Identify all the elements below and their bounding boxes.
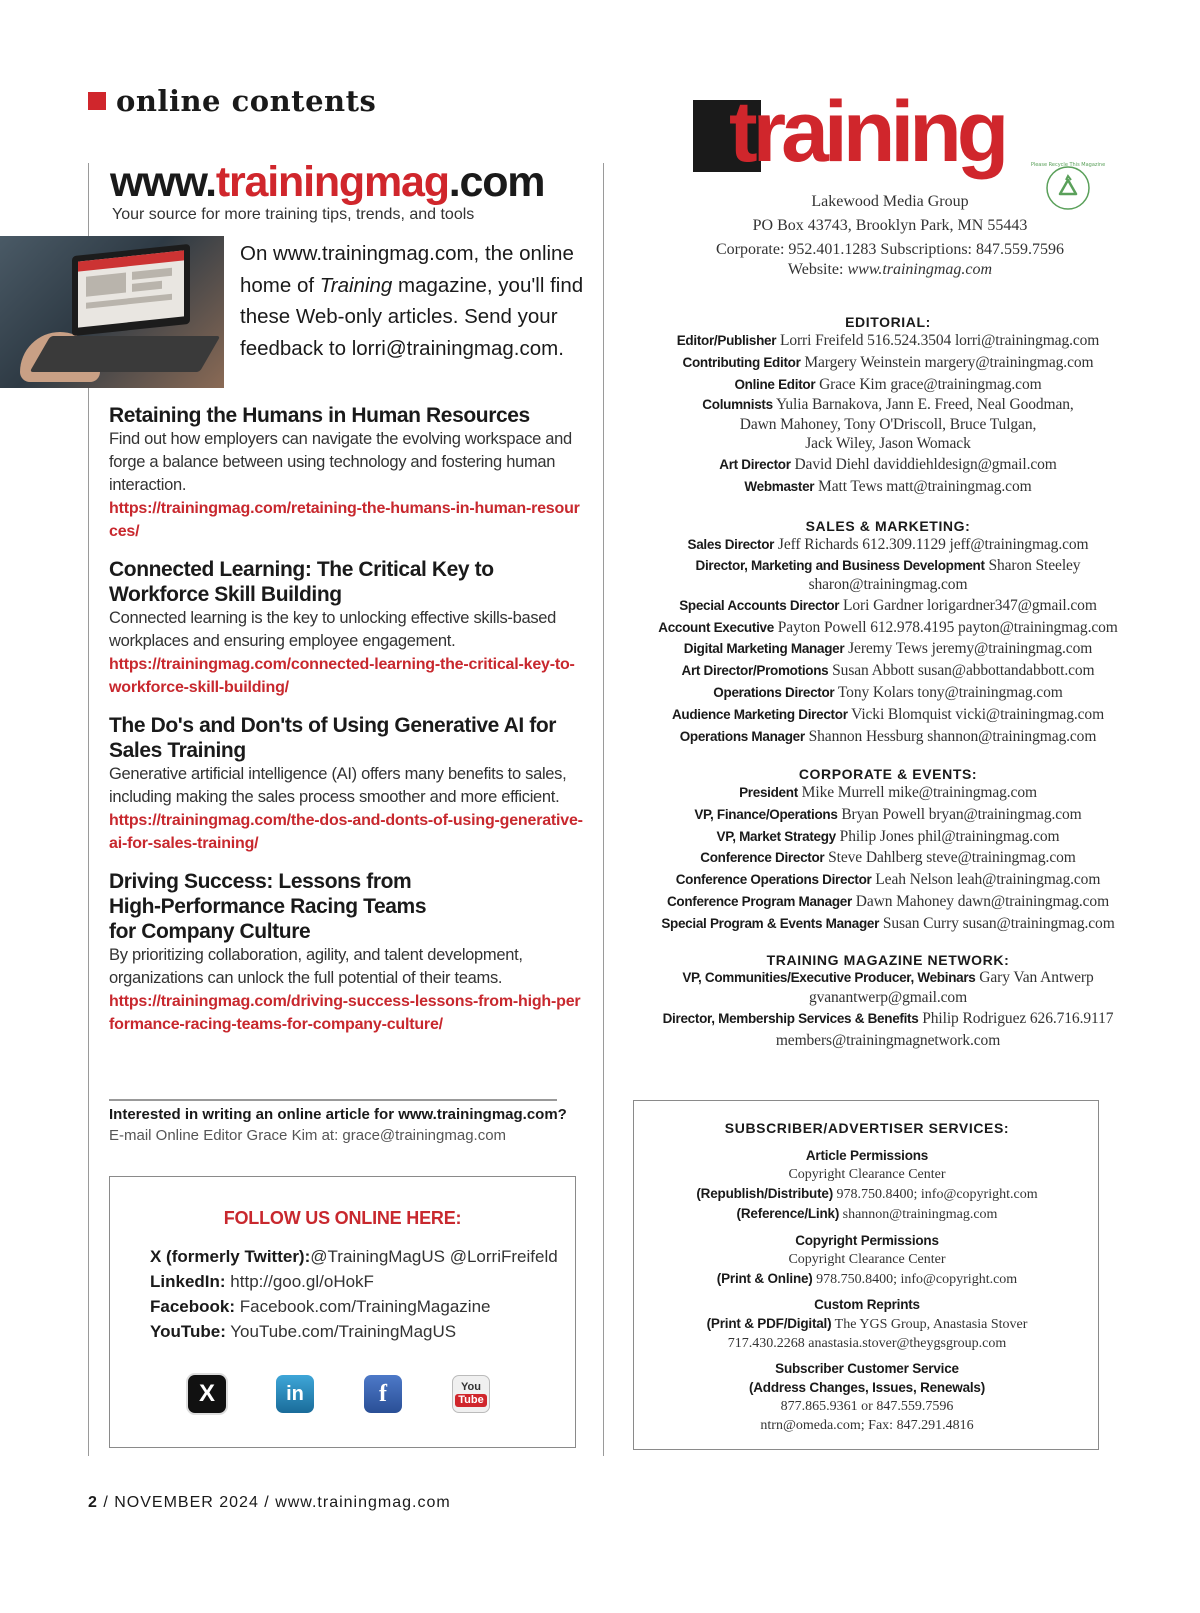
staff-line: Account Executive Payton Powell 612.978.4195 payton@trainingmag.com [658,618,1118,636]
staff-line: Director, Marketing and Business Development Sharon Steeley [695,556,1081,574]
page-number: 2 [88,1494,98,1511]
article-link[interactable]: https://trainingmag.com/driving-success-lessons-from-high-performance-racing-teams-for-company-culture/ [109,993,581,1033]
staff-line: Online Editor Grace Kim grace@trainingmag.com [734,375,1042,393]
article-item [109,713,584,855]
write-question: Interested in writing an online article for www.trainingmag.com? [109,1106,567,1123]
section-header [88,84,376,118]
staff-line: Sales Director Jeff Richards 612.309.1129 jeff@trainingmag.com [687,536,1089,553]
services-heading: SUBSCRIBER/ADVERTISER SERVICES: [724,1120,1010,1136]
article-item [109,403,584,543]
corporate-heading: CORPORATE & EVENTS: [798,766,978,782]
staff-line: Art Director David Diehl daviddiehldesign@gmail.com [719,455,1057,473]
facebook-icon[interactable]: f [364,1375,402,1413]
staff-line: sharon@trainingmag.com [808,576,968,594]
staff-line: Jack Wiley, Jason Womack [805,435,971,453]
staff-line: President Mike Murrell mike@trainingmag.com [739,784,1037,801]
staff-line: Director, Membership Services & Benefits Philip Rodriguez 626.716.9117 [662,1010,1114,1027]
site-tld: .com [448,158,545,206]
service-title: Article Permissions [805,1148,929,1163]
intro-paragraph: On www.trainingmag.com, the online home of Training magazine, you'll find these Web-only articles. Send your feedback to lorri@trainingmag.com. [240,242,584,360]
masthead-phones: Corporate: 952.401.1283 Subscriptions: 847.559.7596 [716,241,1064,258]
staff-line: Special Accounts Director Lori Gardner lorigardner347@gmail.com [679,596,1097,614]
article-link[interactable]: https://trainingmag.com/retaining-the-humans-in-human-resources/ [109,500,580,540]
article-summary: Connected learning is the key to unlocking effective skills-based workplaces and ensuring employee engagement. [109,609,557,650]
staff-line: Webmaster Matt Tews matt@trainingmag.com [744,477,1032,495]
network-heading: TRAINING MAGAZINE NETWORK: [766,952,1010,968]
divider [109,1099,557,1101]
staff-line: Columnists Yulia Barnakova, Jann E. Freed, Neal Goodman, [702,396,1074,414]
staff-line: VP, Finance/Operations Bryan Powell bryan@trainingmag.com [694,805,1082,823]
masthead-website[interactable]: Website: www.trainingmag.com [787,261,993,278]
staff-line: Operations Director Tony Kolars tony@trainingmag.com [713,683,1063,701]
network-section [628,952,1148,1052]
article-item [109,869,584,1036]
staff-line: Conference Operations Director Leah Nelson leah@trainingmag.com [675,871,1101,889]
staff-line: Art Director/Promotions Susan Abbott susan@abbottandabbott.com [681,662,1095,680]
column-divider [603,163,604,1456]
services-box [633,1100,1099,1450]
article-title: Retaining the Humans in Human Resources [109,404,530,427]
article-title: Driving Success: Lessons from High-Performance Racing Teams for Company Culture [109,870,427,943]
staff-line: VP, Communities/Executive Producer, Webinars Gary Van Antwerp [682,969,1094,986]
article-title: Connected Learning: The Critical Key to Workforce Skill Building [109,558,494,606]
laptop-photo [0,236,224,388]
red-square-marker [88,92,106,110]
sales-section [628,518,1148,747]
staff-line: Editor/Publisher Lorri Freifeld 516.524.3504 lorri@trainingmag.com [676,332,1100,349]
site-www: www. [110,158,216,206]
follow-us-box [109,1176,576,1448]
staff-line: members@trainingmagnetwork.com [775,1032,1001,1049]
staff-line: Conference Director Steve Dahlberg steve@trainingmag.com [700,849,1076,867]
service-group: Custom Reprints (Print & PDF/Digital) The YGS Group, Anastasia Stover 717.430.2268 anastasia.stover@theygsgroup.com [634,1295,1100,1353]
write-contact[interactable]: E-mail Online Editor Grace Kim at: grace@trainingmag.com [109,1127,507,1144]
article-list [109,403,584,1050]
masthead-company: Lakewood Media Group [811,193,969,210]
logo-text: training [729,84,1005,180]
staff-line: Operations Manager Shannon Hessburg shannon@trainingmag.com [679,727,1097,745]
staff-line: VP, Market Strategy Philip Jones phil@trainingmag.com [716,827,1060,845]
youtube-icon[interactable]: You Tube [452,1375,490,1413]
article-summary: Generative artificial intelligence (AI) offers many benefits to sales, including making the sales process smoother and more efficient. [109,765,567,806]
editorial-section [628,314,1148,497]
social-line-youtube[interactable]: YouTube: YouTube.com/TrainingMagUS [150,1322,457,1341]
service-subtitle: (Address Changes, Issues, Renewals) [748,1380,986,1395]
service-title: Custom Reprints [814,1297,920,1312]
svg-text:Please Recycle This Magazine: Please Recycle This Magazine [1030,162,1106,168]
page-footer: 2 / NOVEMBER 2024 / www.trainingmag.com [88,1494,451,1511]
linkedin-icon[interactable]: in [276,1375,314,1413]
staff-line: Audience Marketing Director Vicki Blomquist vicki@trainingmag.com [671,705,1105,723]
site-tagline: Your source for more training tips, trends, and tools [112,206,475,223]
staff-line: gvanantwerp@gmail.com [808,989,968,1006]
service-group: Article Permissions Copyright Clearance Center (Republish/Distribute) 978.750.8400; info@copyright.com (Reference/Link) shannon@trainingmag.com [634,1146,1100,1224]
follow-title: FOLLOW US ONLINE HERE: [223,1208,462,1228]
article-title: The Do's and Don'ts of Using Generative AI for Sales Training [109,714,557,762]
article-summary: By prioritizing collaboration, agility, and talent development, organizations can unlock the full potential of their teams. [109,946,523,987]
service-title: Subscriber Customer Service [775,1361,959,1376]
section-title: online contents [116,84,377,118]
staff-line: Dawn Mahoney, Tony O'Driscoll, Bruce Tulgan, [739,415,1037,433]
article-summary: Find out how employers can navigate the evolving workspace and forge a balance between using technology and fostering human interaction. [109,430,572,494]
x-twitter-icon[interactable]: X [188,1375,226,1413]
staff-line: Digital Marketing Manager Jeremy Tews jeremy@trainingmag.com [683,640,1093,658]
site-heading[interactable] [110,158,544,207]
social-line-facebook[interactable]: Facebook: Facebook.com/TrainingMagazine [150,1297,491,1316]
masthead-address: PO Box 43743, Brooklyn Park, MN 55443 [752,217,1028,234]
social-line-twitter[interactable]: X (formerly Twitter):@TrainingMagUS @LorriFreifeld [150,1247,558,1266]
social-line-linkedin[interactable]: LinkedIn: http://goo.gl/oHokF [150,1272,374,1291]
service-group: Subscriber Customer Service (Address Changes, Issues, Renewals) 877.865.9361 or 847.559.7596 ntrn@omeda.com; Fax: 847.291.4816 [634,1359,1100,1435]
corporate-section [628,766,1148,935]
staff-line: Conference Program Manager Dawn Mahoney dawn@trainingmag.com [666,892,1110,910]
service-group: Copyright Permissions Copyright Clearance Center (Print & Online) 978.750.8400; info@copyright.com [634,1231,1100,1289]
article-item [109,557,584,699]
site-name: trainingmag [215,158,449,206]
service-title: Copyright Permissions [795,1233,939,1248]
sales-heading: SALES & MARKETING: [805,518,971,534]
training-logo [693,84,1025,180]
social-links [150,1244,558,1344]
staff-line: Contributing Editor Margery Weinstein margery@trainingmag.com [682,353,1094,371]
editorial-heading: EDITORIAL: [845,314,931,330]
article-link[interactable]: https://trainingmag.com/connected-learning-the-critical-key-to-workforce-skill-building/ [109,656,575,696]
article-link[interactable]: https://trainingmag.com/the-dos-and-donts-of-using-generative-ai-for-sales-training/ [109,812,583,852]
staff-line: Special Program & Events Manager Susan Curry susan@trainingmag.com [661,914,1115,932]
